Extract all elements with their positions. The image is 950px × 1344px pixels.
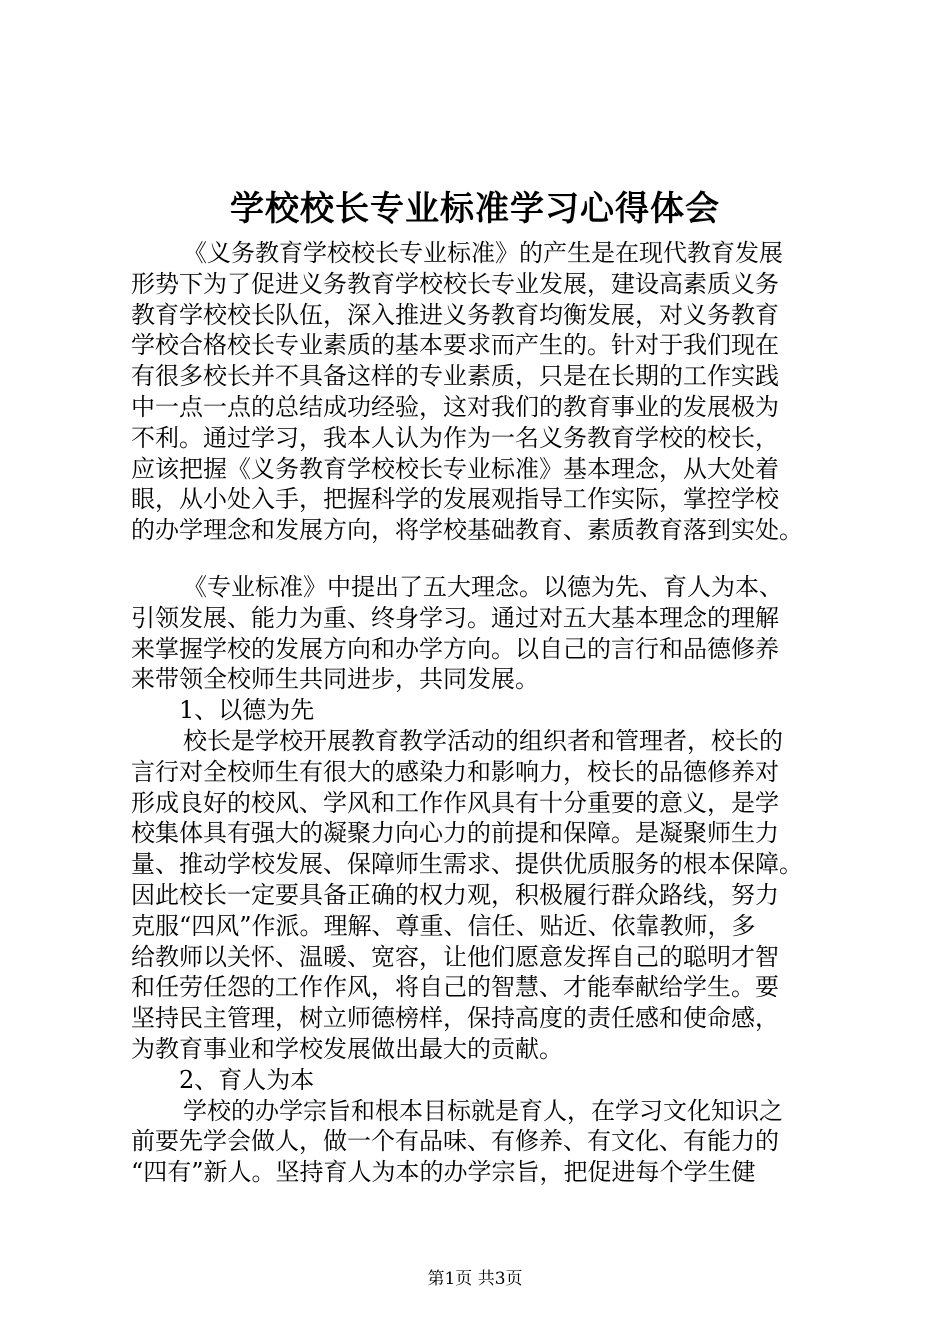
text-line: 眼，从小处入手，把握科学的发展观指导工作实际，掌控学校 bbox=[131, 485, 779, 514]
paragraph-education-oriented bbox=[131, 1096, 831, 1188]
text-line: “四有”新人。坚持育人为本的办学宗旨，把促进每个学生健 bbox=[131, 1158, 756, 1187]
text-line: 量、推动学校发展、保障师生需求、提供优质服务的根本保障。 bbox=[131, 850, 803, 879]
text-line: 有很多校长并不具备这样的专业素质，只是在长期的工作实践 bbox=[131, 362, 779, 391]
section-heading: 2、育人为本 bbox=[179, 1065, 315, 1094]
text-line: 形势下为了促进义务教育学校校长专业发展，建设高素质义务 bbox=[131, 269, 779, 298]
text-line: 克服“四风”作派。理解、尊重、信任、贴近、依靠教师，多 bbox=[131, 911, 756, 940]
text-line: 引领发展、能力为重、终身学习。通过对五大基本理念的理解 bbox=[131, 603, 779, 632]
text-line: 学校的办学宗旨和根本目标就是育人，在学习文化知识之 bbox=[183, 1096, 783, 1125]
text-line: 为教育事业和学校发展做出最大的贡献。 bbox=[131, 1034, 563, 1063]
text-line: 的办学理念和发展方向，将学校基础教育、素质教育落到实处。 bbox=[131, 516, 803, 545]
text-line: 坚持民主管理，树立师德榜样，保持高度的责任感和使命感， bbox=[131, 1004, 779, 1033]
text-line: 中一点一点的总结成功经验，这对我们的教育事业的发展极为 bbox=[131, 392, 779, 421]
document-title: 学校校长专业标准学习心得体会 bbox=[230, 189, 720, 229]
text-line: 前要先学会做人，做一个有品味、有修养、有文化、有能力的 bbox=[131, 1127, 779, 1156]
paragraph-morality-first bbox=[131, 726, 831, 1065]
text-line: 给教师以关怀、温暖、宽容，让他们愿意发挥自己的聪明才智 bbox=[131, 942, 779, 971]
text-line: 来掌握学校的发展方向和办学方向。以自己的言行和品德修养 bbox=[131, 634, 779, 663]
text-line: 学校合格校长专业素质的基本要求而产生的。针对于我们现在 bbox=[131, 331, 779, 360]
text-line: 《专业标准》中提出了五大理念。以德为先、育人为本、 bbox=[183, 572, 783, 601]
text-line: 和任劳任怨的工作作风，将自己的智慧、才能奉献给学生。要 bbox=[131, 973, 779, 1002]
paragraph-five-concepts bbox=[131, 572, 831, 695]
paragraph-intro bbox=[131, 238, 831, 546]
section-heading: 1、以德为先 bbox=[179, 696, 315, 725]
text-line: 教育学校校长队伍，深入推进义务教育均衡发展，对义务教育 bbox=[131, 300, 779, 329]
text-line: 校集体具有强大的凝聚力向心力的前提和保障。是凝聚师生力 bbox=[131, 819, 779, 848]
text-line: 校长是学校开展教育教学活动的组织者和管理者，校长的 bbox=[183, 726, 783, 755]
text-line: 形成良好的校风、学风和工作作风具有十分重要的意义，是学 bbox=[131, 788, 779, 817]
text-line: 《义务教育学校校长专业标准》的产生是在现代教育发展 bbox=[183, 239, 783, 267]
text-line: 言行对全校师生有很大的感染力和影响力，校长的品德修养对 bbox=[131, 757, 779, 786]
page-footer: 第1页 共3页 bbox=[427, 1269, 523, 1289]
text-line: 应该把握《义务教育学校校长专业标准》基本理念，从大处着 bbox=[131, 454, 779, 483]
text-line: 因此校长一定要具备正确的权力观，积极履行群众路线，努力 bbox=[131, 880, 779, 909]
text-line: 来带领全校师生共同进步，共同发展。 bbox=[131, 665, 539, 694]
text-line: 不利。通过学习，我本人认为作为一名义务教育学校的校长， bbox=[131, 423, 779, 452]
document-body bbox=[131, 238, 831, 1188]
paragraph-gap bbox=[131, 546, 831, 572]
